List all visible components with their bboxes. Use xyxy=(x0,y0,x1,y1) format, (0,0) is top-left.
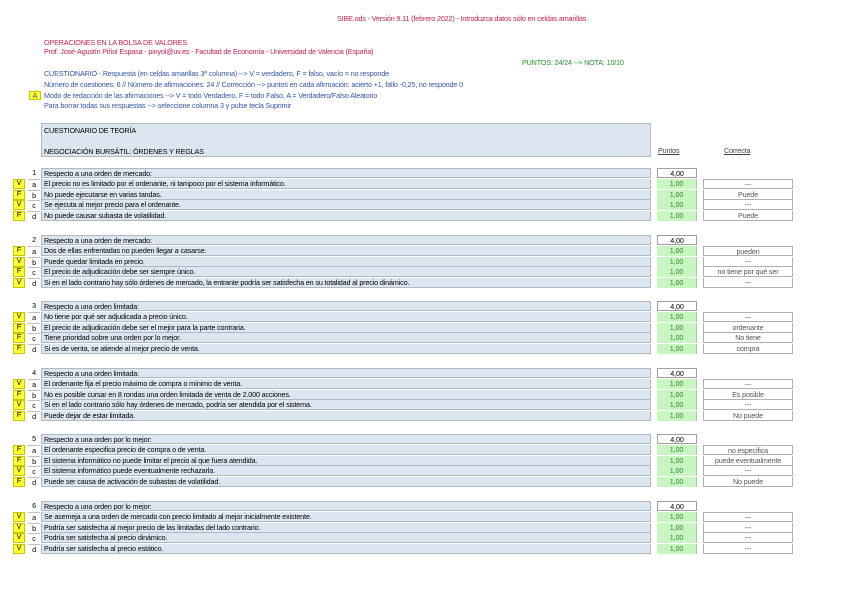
question-number: 5 xyxy=(32,434,36,443)
statement-text: Dos de ellas enfrentadas no pueden llegar a casarse. xyxy=(41,246,651,256)
column-header-correct: Correcta xyxy=(724,146,751,155)
correction-cell: no especifica xyxy=(703,445,793,455)
question-text: Respecto a una orden por lo mejor: xyxy=(41,434,651,444)
statement-points: 1,00 xyxy=(657,523,697,533)
statement-letter: a xyxy=(28,445,40,455)
question-text: Respecto a una orden limitada: xyxy=(41,301,651,311)
statement-points: 1,00 xyxy=(657,477,697,487)
correction-cell: --- xyxy=(703,466,793,476)
question-header-row xyxy=(13,301,793,311)
answer-input-cell[interactable]: V xyxy=(13,379,25,389)
statement-letter: b xyxy=(28,390,40,400)
statement-row xyxy=(13,390,793,400)
statement-text: El precio de adjudicación debe ser el mejor para la parte contraria. xyxy=(41,323,651,333)
statement-text: Si en el lado contrario hay sólo órdenes de mercado, la entrante podría ser satisfecha en su totalidad al precio dinámico. xyxy=(41,278,651,288)
question-total-points: 4,00 xyxy=(657,368,697,378)
statement-points: 1,00 xyxy=(657,379,697,389)
statement-row xyxy=(13,278,793,288)
statement-letter: c xyxy=(28,267,40,277)
statement-points: 1,00 xyxy=(657,200,697,210)
statement-row xyxy=(13,267,793,277)
correction-cell: no tiene por qué ser xyxy=(703,267,793,277)
statement-row xyxy=(13,257,793,267)
answer-input-cell[interactable]: F xyxy=(13,390,25,400)
statement-letter: b xyxy=(28,323,40,333)
statement-row xyxy=(13,456,793,466)
statement-points: 1,00 xyxy=(657,344,697,354)
correction-cell: --- xyxy=(703,179,793,189)
statement-letter: b xyxy=(28,257,40,267)
statement-text: Se asemeja a una orden de mercado con precio limitado al mejor inicialmente existente. xyxy=(41,512,651,522)
statement-points: 1,00 xyxy=(657,466,697,476)
question-header-row xyxy=(13,168,793,178)
answer-input-cell[interactable]: V xyxy=(13,533,25,543)
answer-input-cell[interactable]: V xyxy=(13,278,25,288)
correction-cell: --- xyxy=(703,312,793,322)
question-number: 6 xyxy=(32,501,36,510)
statement-letter: d xyxy=(28,344,40,354)
instructions-line-1: CUESTIONARIO - Respuesta (en celdas amarillas 3ª columna) --> V = verdadero, F = falso, vacío = no responde xyxy=(44,69,389,78)
correction-cell: No puede xyxy=(703,411,793,421)
statement-letter: d xyxy=(28,411,40,421)
statement-letter: c xyxy=(28,533,40,543)
correction-cell: No tiene xyxy=(703,333,793,343)
correction-cell: --- xyxy=(703,278,793,288)
answer-input-cell[interactable]: V xyxy=(13,200,25,210)
question-total-points: 4,00 xyxy=(657,235,697,245)
statement-row xyxy=(13,477,793,487)
statement-text: Puede dejar de estar limitada. xyxy=(41,411,651,421)
statement-letter: d xyxy=(28,278,40,288)
statement-text: No es posible cursar en 8 rondas una orden limitada de venta de 2.000 acciones. xyxy=(41,390,651,400)
statement-points: 1,00 xyxy=(657,246,697,256)
author-line: Prof. José-Agustín Piñol Espasa - pinyol@uv.es - Facultad de Economía - Universidad de Valencia (España) xyxy=(44,47,374,56)
correction-cell: Es posible xyxy=(703,390,793,400)
question-total-points: 4,00 xyxy=(657,168,697,178)
statement-letter: c xyxy=(28,466,40,476)
statement-row xyxy=(13,200,793,210)
question-number: 3 xyxy=(32,301,36,310)
correction-cell: --- xyxy=(703,200,793,210)
answer-input-cell[interactable]: F xyxy=(13,211,25,221)
statement-points: 1,00 xyxy=(657,445,697,455)
app-version: SIBE.ods - Versión 9.11 (febrero 2022) - Introduzca datos sólo en celdas amarillas xyxy=(337,14,587,23)
statement-row xyxy=(13,246,793,256)
correction-cell: --- xyxy=(703,544,793,554)
statement-text: El sistema informático puede eventualmente rechazarla. xyxy=(41,466,651,476)
statement-points: 1,00 xyxy=(657,190,697,200)
question-total-points: 4,00 xyxy=(657,501,697,511)
answer-input-cell[interactable]: V xyxy=(13,466,25,476)
statement-points: 1,00 xyxy=(657,512,697,522)
statement-letter: d xyxy=(28,477,40,487)
correction-cell: --- xyxy=(703,379,793,389)
statement-points: 1,00 xyxy=(657,323,697,333)
statement-text: No puede causar subasta de volatilidad. xyxy=(41,211,651,221)
statement-text: El ordenante fija el precio máximo de compra o mínimo de venta. xyxy=(41,379,651,389)
statement-row xyxy=(13,333,793,343)
answer-input-cell[interactable]: V xyxy=(13,257,25,267)
answer-input-cell[interactable]: F xyxy=(13,246,25,256)
answer-input-cell[interactable]: F xyxy=(13,267,25,277)
correction-cell: pueden xyxy=(703,246,793,256)
question-total-points: 4,00 xyxy=(657,301,697,311)
statement-row xyxy=(13,523,793,533)
correction-cell: --- xyxy=(703,523,793,533)
statement-row xyxy=(13,544,793,554)
statement-points: 1,00 xyxy=(657,278,697,288)
statement-row xyxy=(13,312,793,322)
answer-input-cell[interactable]: V xyxy=(13,544,25,554)
question-text: Respecto a una orden limitada: xyxy=(41,368,651,378)
instructions-line-3: Modo de redacción de las afirmaciones --> V = todo Verdadero, F = todo Falso, A = Verdadero/Falso Aleatorio xyxy=(44,91,378,100)
correction-cell: --- xyxy=(703,533,793,543)
answer-input-cell[interactable]: F xyxy=(13,323,25,333)
question-header-row xyxy=(13,235,793,245)
statement-points: 1,00 xyxy=(657,179,697,189)
answer-input-cell[interactable]: F xyxy=(13,411,25,421)
section-title-box xyxy=(41,123,651,157)
statement-letter: c xyxy=(28,200,40,210)
statement-points: 1,00 xyxy=(657,211,697,221)
statement-letter: b xyxy=(28,523,40,533)
statement-points: 1,00 xyxy=(657,544,697,554)
statement-text: Podría ser satisfecha al mejor precio de las limitadas del lado contrario. xyxy=(41,523,651,533)
statement-letter: b xyxy=(28,456,40,466)
question-text: Respecto a una orden de mercado: xyxy=(41,168,651,178)
question-number: 1 xyxy=(32,168,36,177)
statement-points: 1,00 xyxy=(657,312,697,322)
correction-cell: --- xyxy=(703,512,793,522)
statement-text: Puede quedar limitada en precio. xyxy=(41,257,651,267)
statement-row xyxy=(13,211,793,221)
page-title: OPERACIONES EN LA BOLSA DE VALORES xyxy=(44,38,187,47)
statement-row xyxy=(13,466,793,476)
question-number: 2 xyxy=(32,235,36,244)
answer-input-cell[interactable]: F xyxy=(13,477,25,487)
answer-input-cell[interactable]: V xyxy=(13,512,25,522)
question-text: Respecto a una orden de mercado: xyxy=(41,235,651,245)
answer-input-cell[interactable]: F xyxy=(13,333,25,343)
statement-text: No puede ejecutarse en varias tandas. xyxy=(41,190,651,200)
statement-points: 1,00 xyxy=(657,400,697,410)
statement-letter: d xyxy=(28,211,40,221)
statement-row xyxy=(13,400,793,410)
statement-text: Si es de venta, se atiende al mejor precio de venta. xyxy=(41,344,651,354)
statement-letter: a xyxy=(28,179,40,189)
correction-cell: No puede xyxy=(703,477,793,487)
statement-letter: a xyxy=(28,512,40,522)
question-header-row xyxy=(13,434,793,444)
answer-input-cell[interactable]: V xyxy=(13,400,25,410)
correction-cell: ordenante xyxy=(703,323,793,333)
statement-text: El precio no es limitado por el ordenante, ni tampoco por el sistema informático. xyxy=(41,179,651,189)
statement-text: El ordenante especifica precio de compra o de venta. xyxy=(41,445,651,455)
instructions-line-4: Para borrar todas sus respuestas --> seleccione columna 3 y pulse tecla Suprimir xyxy=(44,101,292,110)
correction-cell: Puede xyxy=(703,190,793,200)
answer-input-cell[interactable]: F xyxy=(13,190,25,200)
statement-row xyxy=(13,533,793,543)
section-subtitle: NEGOCIACIÓN BURSÁTIL: ÓRDENES Y REGLAS xyxy=(44,147,204,156)
statement-points: 1,00 xyxy=(657,267,697,277)
statement-points: 1,00 xyxy=(657,333,697,343)
answer-input-cell[interactable]: F xyxy=(13,445,25,455)
question-text: Respecto a una orden por lo mejor: xyxy=(41,501,651,511)
instructions-line-2: Número de cuestiones: 6 // Número de afirmaciones: 24 // Corrección --> puntos en cada afirmación: acierto +1, fallo -0,25, no responde 0 xyxy=(44,80,463,89)
statement-row xyxy=(13,512,793,522)
answer-input-cell[interactable]: V xyxy=(13,179,25,189)
correction-cell: puede eventualmente xyxy=(703,456,793,466)
statement-letter: d xyxy=(28,544,40,554)
statement-row xyxy=(13,323,793,333)
statement-text: Tiene prioridad sobre una orden por lo mejor. xyxy=(41,333,651,343)
correction-cell: compra xyxy=(703,344,793,354)
statement-row xyxy=(13,190,793,200)
statement-points: 1,00 xyxy=(657,390,697,400)
statement-letter: a xyxy=(28,312,40,322)
answer-input-cell[interactable]: V xyxy=(13,523,25,533)
statement-text: Podría ser satisfecha al precio dinámico. xyxy=(41,533,651,543)
statement-text: Puede ser causa de activación de subastas de volatilidad. xyxy=(41,477,651,487)
statement-letter: a xyxy=(28,379,40,389)
statement-points: 1,00 xyxy=(657,456,697,466)
statement-letter: b xyxy=(28,190,40,200)
statement-points: 1,00 xyxy=(657,533,697,543)
statement-points: 1,00 xyxy=(657,257,697,267)
answer-input-cell[interactable]: V xyxy=(13,312,25,322)
statement-row xyxy=(13,179,793,189)
statement-text: No tiene por qué ser adjudicada a precio único. xyxy=(41,312,651,322)
statement-text: Podría ser satisfecha al precio estático. xyxy=(41,544,651,554)
column-header-points: Puntos xyxy=(658,146,680,155)
statement-row xyxy=(13,344,793,354)
score-summary: PUNTOS: 24/24 --> NOTA: 10/10 xyxy=(522,58,624,67)
statement-letter: c xyxy=(28,333,40,343)
statement-letter: c xyxy=(28,400,40,410)
answer-input-cell[interactable]: F xyxy=(13,456,25,466)
section-title: CUESTIONARIO DE TEORÍA xyxy=(44,126,137,135)
statement-points: 1,00 xyxy=(657,411,697,421)
statement-text: El precio de adjudicación debe ser siempre único. xyxy=(41,267,651,277)
statement-text: El sistema informático no puede limitar el precio al que fuera atendida. xyxy=(41,456,651,466)
answer-input-cell[interactable]: F xyxy=(13,344,25,354)
question-header-row xyxy=(13,368,793,378)
statement-row xyxy=(13,445,793,455)
statement-letter: a xyxy=(28,246,40,256)
statement-row xyxy=(13,411,793,421)
statement-text: Se ejecuta al mejor precio para el ordenante. xyxy=(41,200,651,210)
question-number: 4 xyxy=(32,368,36,377)
statement-text: Si en el lado contrario sólo hay órdenes de mercado, podría ser atendida por el sistema. xyxy=(41,400,651,410)
question-total-points: 4,00 xyxy=(657,434,697,444)
mode-input-cell[interactable]: A xyxy=(29,91,41,100)
correction-cell: --- xyxy=(703,400,793,410)
correction-cell: Puede xyxy=(703,211,793,221)
question-header-row xyxy=(13,501,793,511)
correction-cell: --- xyxy=(703,257,793,267)
statement-row xyxy=(13,379,793,389)
